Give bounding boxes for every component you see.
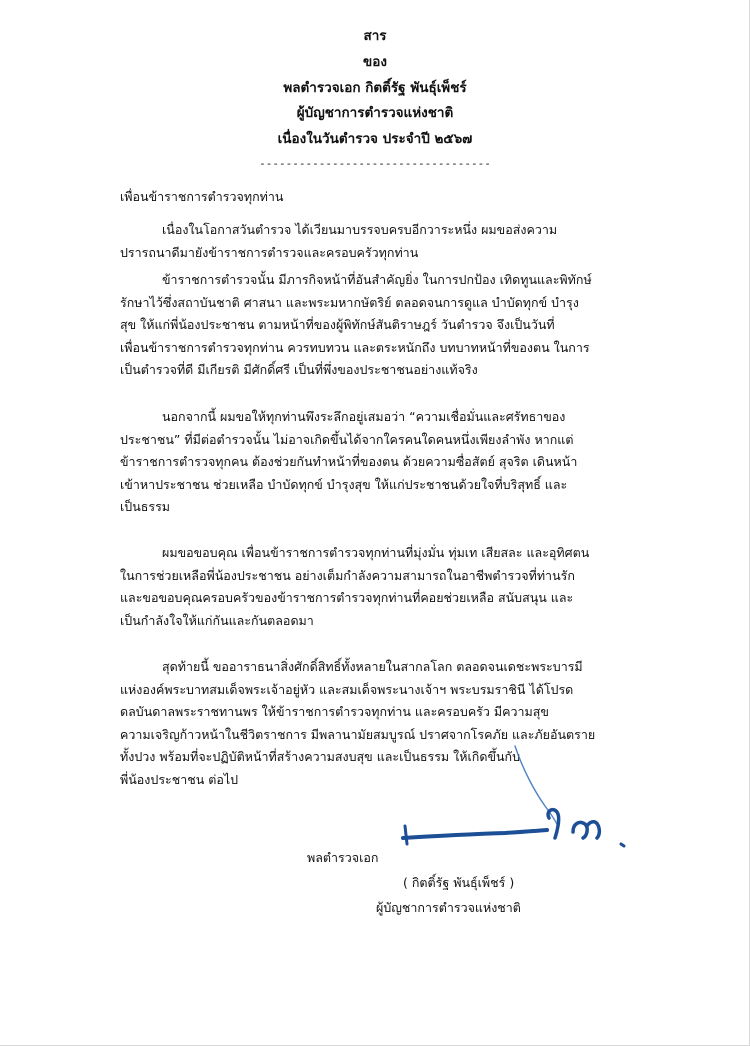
heading-message: สาร xyxy=(363,28,387,44)
heading-of: ของ xyxy=(363,54,387,70)
heading-author-position: ผู้บัญชาการตำรวจแห่งชาติ xyxy=(296,105,454,121)
paragraph-line: ดลบันดาลพระราชทานพร ให้ข้าราชการตำรวจทุกท่าน และครอบครัว มีความสุข xyxy=(120,704,549,719)
paragraph-2 xyxy=(120,269,665,382)
paragraph-line: ในการช่วยเหลือพี่น้องประชาชน อย่างเต็มกำลังความสามารถในอาชีพตำรวจที่ท่านรัก xyxy=(120,567,575,583)
paragraph-4 xyxy=(120,542,665,632)
signatory-rank: พลตำรวจเอก xyxy=(307,850,379,865)
paragraph-line: ปรารถนาดีมายังข้าราชการตำรวจและครอบครัวทุกท่าน xyxy=(120,244,419,260)
heading-occasion: เนื่องในวันตำรวจ ประจำปี ๒๕๖๗ xyxy=(277,131,473,147)
paragraph-line: เป็นธรรม xyxy=(120,499,171,514)
paragraph-line: ประชาชน” ที่มีต่อตำรวจนั้น ไม่อาจเกิดขึ้นได้จากใครคนใดคนหนึ่งเพียงลำพัง หากแต่ xyxy=(120,431,574,447)
paragraph-line: เป็นตำรวจที่ดี มีเกียรติ มีศักดิ์ศรี เป็นที่พึ่งของประชาชนอย่างแท้จริง xyxy=(120,362,478,377)
paragraph-line: รักษาไว้ซึ่งสถาบันชาติ ศาสนา และพระมหากษัตริย์ ตลอดจนการดูแล บำบัดทุกข์ บำรุง xyxy=(120,294,579,310)
paragraph-line: เพื่อนข้าราชการตำรวจทุกท่าน ควรทบทวน และตระหนักถึง บทบาทหน้าที่ของตน ในการ xyxy=(120,339,590,355)
paragraph-line: เนื่องในโอกาสวันตำรวจ ได้เวียนมาบรรจบครบอีกวาระหนึ่ง ผมขอส่งความ xyxy=(162,222,558,237)
paragraph-3 xyxy=(120,406,665,519)
paragraph-line: นอกจากนี้ ผมขอให้ทุกท่านพึงระลึกอยู่เสมอว่า “ความเชื่อมั่นและศรัทธาของ xyxy=(162,409,566,424)
paragraph-line: สุดท้ายนี้ ขออาราธนาสิ่งศักดิ์สิทธิ์ทั้งหลายในสากลโลก ตลอดจนเดชะพระบารมี xyxy=(162,659,583,674)
signatory-position: ผู้บัญชาการตำรวจแห่งชาติ xyxy=(376,900,521,915)
paragraph-line: แห่งองค์พระบาทสมเด็จพระเจ้าอยู่หัว และสมเด็จพระนางเจ้าฯ พระบรมราชินี ได้โปรด xyxy=(120,681,574,697)
paragraph-line: เข้าหาประชาชน ช่วยเหลือ บำบัดทุกข์ บำรุงสุข ให้แก่ประชาชนด้วยใจที่บริสุทธิ์ และ xyxy=(120,476,568,492)
paragraph-line: ผมขอขอบคุณ เพื่อนข้าราชการตำรวจทุกท่านที่มุ่งมั่น ทุ่มเท เสียสละ และอุทิศตน xyxy=(162,545,590,560)
handwritten-signature xyxy=(395,740,645,870)
paragraph-line: และขอขอบคุณครอบครัวของข้าราชการตำรวจทุกท่านที่คอยช่วยเหลือ สนับสนุน และ xyxy=(120,590,574,605)
paragraph-line: สุข ให้แก่พี่น้องประชาชน ตามหน้าที่ของผู้พิทักษ์สันติราษฎร์ วันตำรวจ จึงเป็นวันที่ xyxy=(120,317,555,332)
paragraph-line: ทั้งปวง พร้อมที่จะปฏิบัติหน้าที่สร้างความสงบสุข และเป็นธรรม ให้เกิดขึ้นกับ xyxy=(120,749,521,764)
paragraph-line: ความเจริญก้าวหน้าในชีวิตราชการ มีพลานามัยสมบูรณ์ ปราศจากโรคภัย และภัยอันตราย xyxy=(120,726,596,742)
signatory-name: ( กิตติ์รัฐ พันธุ์เพ็ชร์ ) xyxy=(403,875,515,890)
paragraph-line: ข้าราชการตำรวจทุกคน ต้องช่วยกันทำหน้าที่ของตน ด้วยความซื่อสัตย์ สุจริต เดินหน้า xyxy=(120,454,578,469)
paragraph-line: ข้าราชการตำรวจนั้น มีภารกิจหน้าที่อันสำคัญยิ่ง ในการปกป้อง เทิดทูนและพิทักษ์ xyxy=(162,272,592,287)
heading-author-name: พลตำรวจเอก กิตติ์รัฐ พันธุ์เพ็ชร์ xyxy=(283,80,467,96)
heading-divider: ----------------------------------- xyxy=(259,157,491,170)
paragraph-line: พี่น้องประชาชน ต่อไป xyxy=(120,771,239,787)
salutation: เพื่อนข้าราชการตำรวจทุกท่าน xyxy=(120,189,284,204)
paragraph-1 xyxy=(120,219,665,264)
paragraph-line: เป็นกำลังใจให้แก่กันและกันตลอดมา xyxy=(120,612,314,628)
